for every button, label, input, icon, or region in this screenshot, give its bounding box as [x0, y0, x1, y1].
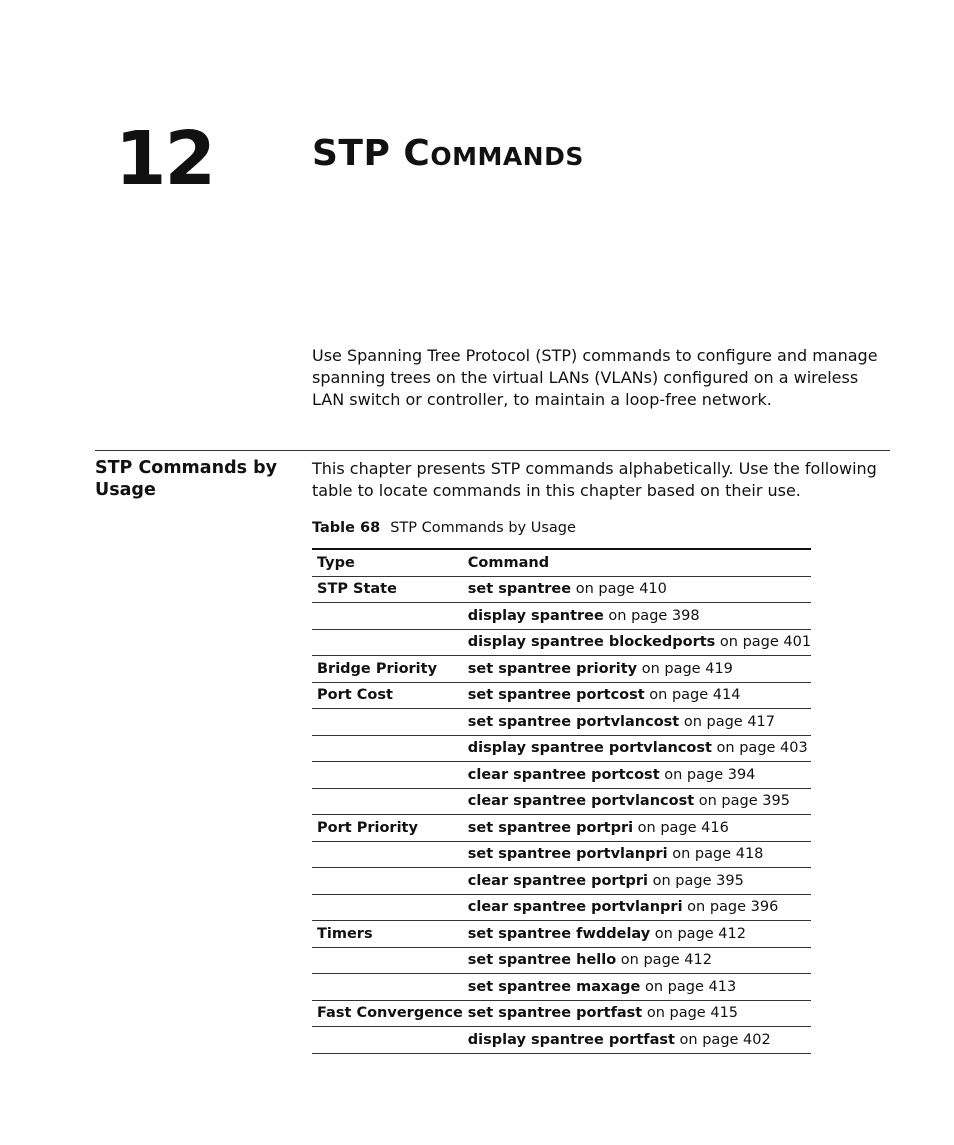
command-link[interactable]: clear spantree portcost	[467, 766, 660, 783]
table-row	[312, 974, 811, 1001]
command-link[interactable]: set spantree fwddelay	[467, 925, 651, 942]
row-type	[312, 841, 463, 868]
command-link[interactable]: set spantree portpri	[467, 819, 634, 836]
page-reference: on page 403	[711, 740, 808, 757]
table-header-row	[312, 549, 811, 576]
row-command-cell	[463, 1000, 811, 1027]
table-row	[312, 1027, 811, 1054]
page-reference: on page 395	[648, 872, 744, 889]
command-link[interactable]: clear spantree portpri	[467, 872, 649, 889]
row-command-cell	[463, 947, 811, 974]
command-link[interactable]: set spantree portfast	[467, 1005, 643, 1022]
row-command-cell	[463, 576, 811, 603]
page-reference: on page 419	[637, 660, 733, 677]
row-command-cell	[463, 788, 811, 815]
command-link[interactable]: set spantree portvlanpri	[467, 846, 668, 863]
row-command-cell	[463, 603, 811, 630]
command-link[interactable]: clear spantree portvlancost	[467, 793, 695, 810]
stp-commands-table	[312, 548, 811, 1054]
table-caption-label: Table 68	[312, 520, 381, 536]
row-type	[312, 788, 463, 815]
row-type	[312, 974, 463, 1001]
row-command-cell	[463, 735, 811, 762]
command-link[interactable]: display spantree portfast	[467, 1031, 675, 1048]
row-command-cell	[463, 894, 811, 921]
row-type: Port Cost	[312, 682, 463, 709]
row-type	[312, 894, 463, 921]
page-reference: on page 402	[674, 1031, 771, 1048]
command-link[interactable]: display spantree portvlancost	[467, 740, 712, 757]
row-type	[312, 709, 463, 736]
page-reference: on page 414	[644, 687, 741, 704]
page-reference: on page 412	[616, 952, 712, 969]
page-reference: on page 396	[682, 899, 779, 916]
table-row	[312, 656, 811, 683]
row-command-cell	[463, 1027, 811, 1054]
table-row	[312, 1000, 811, 1027]
table-row	[312, 682, 811, 709]
page-reference: on page 412	[650, 925, 746, 942]
command-link[interactable]: set spantree hello	[467, 952, 617, 969]
row-type	[312, 1027, 463, 1054]
table-row	[312, 603, 811, 630]
table-row	[312, 894, 811, 921]
table-row	[312, 868, 811, 895]
row-type: Fast Convergence	[312, 1000, 463, 1027]
row-type	[312, 629, 463, 656]
table-row	[312, 576, 811, 603]
table-row	[312, 735, 811, 762]
row-type	[312, 947, 463, 974]
command-link[interactable]: set spantree portvlancost	[467, 713, 680, 730]
command-link[interactable]: clear spantree portvlanpri	[467, 899, 683, 916]
row-type	[312, 603, 463, 630]
page-reference: on page 410	[571, 581, 667, 598]
row-type	[312, 762, 463, 789]
row-command-cell	[463, 682, 811, 709]
row-command-cell	[463, 974, 811, 1001]
row-type	[312, 735, 463, 762]
row-command-cell	[463, 656, 811, 683]
table-row	[312, 762, 811, 789]
command-link[interactable]: set spantree maxage	[467, 978, 641, 995]
page-reference: on page 394	[659, 766, 756, 783]
table-caption	[312, 518, 576, 538]
page-reference: on page 398	[603, 607, 700, 624]
command-link[interactable]: set spantree portcost	[467, 687, 645, 704]
page-reference: on page 413	[640, 978, 737, 995]
table-row	[312, 788, 811, 815]
section-paragraph: This chapter presents STP commands alphabetically. Use the following table to locate commands in this chapter based on their use.	[312, 459, 877, 500]
column-header-command: Command	[463, 549, 811, 576]
table-row	[312, 629, 811, 656]
command-link[interactable]: display spantree blockedports	[467, 634, 716, 651]
page-reference: on page 415	[642, 1005, 739, 1022]
table-row	[312, 709, 811, 736]
intro-paragraph: Use Spanning Tree Protocol (STP) commands to configure and manage spanning trees on the virtual LANs (VLANs) configured on a wireless LAN switch or controller, to maintain a loop-free network.	[312, 346, 878, 409]
row-type: Timers	[312, 921, 463, 948]
table-body	[312, 576, 811, 1053]
table-row	[312, 841, 811, 868]
row-command-cell	[463, 709, 811, 736]
row-command-cell	[463, 629, 811, 656]
section-heading: STP Commands by Usage	[95, 458, 278, 500]
page-reference: on page 416	[633, 819, 729, 836]
page-reference: on page 395	[694, 793, 790, 810]
table-caption-text: STP Commands by Usage	[390, 520, 576, 536]
command-link[interactable]: set spantree	[467, 581, 572, 598]
page-reference: on page 418	[667, 846, 764, 863]
chapter-number: 12	[115, 116, 214, 202]
table-row	[312, 921, 811, 948]
page-reference: on page 401	[715, 634, 812, 651]
command-link[interactable]: display spantree	[467, 607, 604, 624]
section-divider	[95, 450, 890, 451]
command-link[interactable]: set spantree priority	[467, 660, 638, 677]
page-reference: on page 417	[679, 713, 775, 730]
row-type: Port Priority	[312, 815, 463, 842]
column-header-type: Type	[312, 549, 463, 576]
row-type	[312, 868, 463, 895]
table-row	[312, 815, 811, 842]
row-command-cell	[463, 921, 811, 948]
row-command-cell	[463, 762, 811, 789]
chapter-title: STP Commands	[312, 133, 584, 174]
row-type: Bridge Priority	[312, 656, 463, 683]
row-command-cell	[463, 841, 811, 868]
row-command-cell	[463, 868, 811, 895]
row-type: STP State	[312, 576, 463, 603]
row-command-cell	[463, 815, 811, 842]
table-row	[312, 947, 811, 974]
